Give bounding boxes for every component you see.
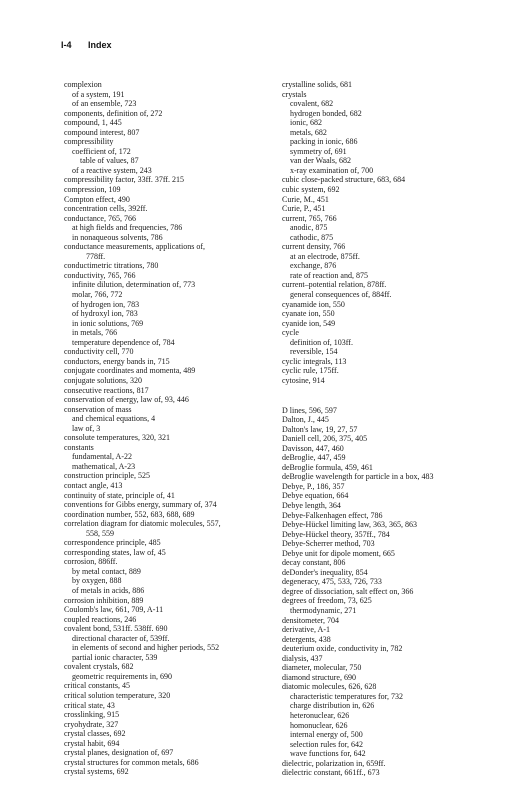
index-entry: cyclic integrals, 113 <box>282 356 347 366</box>
index-subentry: table of values, 87 <box>80 156 139 166</box>
index-subentry: internal energy of, 500 <box>290 730 363 740</box>
index-entry: conjugate solutions, 320 <box>64 375 142 385</box>
index-entry: Debye-Scherrer method, 703 <box>282 539 375 549</box>
index-entry: Coulomb's law, 661, 709, A-11 <box>64 605 164 615</box>
index-subentry: x-ray examination of, 700 <box>290 165 374 175</box>
index-entry: crystal structures for common metals, 686 <box>64 757 199 767</box>
index-entry: Debye-Hückel theory, 357ff., 784 <box>282 529 390 539</box>
index-entry: conductivity, 765, 766 <box>64 270 136 280</box>
index-entry: crystal planes, designation of, 697 <box>64 748 174 758</box>
index-entry: cytosine, 914 <box>282 375 325 385</box>
index-entry: Debye unit for dipole moment, 665 <box>282 548 395 558</box>
index-subentry: fundamental, A-22 <box>72 452 132 462</box>
index-entry: critical state, 43 <box>64 700 115 710</box>
index-subentry: selection rules for, 642 <box>290 739 363 749</box>
index-entry: consecutive reactions, 817 <box>64 385 149 395</box>
index-subentry: of an ensemble, 723 <box>72 99 137 109</box>
index-entry: dielectric constant, 661ff., 673 <box>282 768 380 778</box>
index-entry: contact angle, 413 <box>64 480 123 490</box>
index-entry: covalent bond, 531ff. 538ff. 690 <box>64 624 168 634</box>
page-number: I-4 <box>61 40 72 50</box>
index-entry: compression, 109 <box>64 185 121 195</box>
index-subentry: and chemical equations, 4 <box>72 414 156 424</box>
index-entry: dialysis, 437 <box>282 653 323 663</box>
index-entry: deBroglie wavelength for particle in a box, 483 <box>282 472 434 482</box>
index-entry: compound, 1, 445 <box>64 118 122 128</box>
index-entry: conductance measurements, applications of, <box>64 242 206 252</box>
page-title: Index <box>88 40 112 50</box>
index-entry: conservation of energy, law of, 93, 446 <box>64 395 189 405</box>
index-entry: constants <box>64 442 94 452</box>
index-entry: Curie, M., 451 <box>282 194 329 204</box>
index-entry: cyanide ion, 549 <box>282 318 336 328</box>
index-entry: conductivity cell, 770 <box>64 347 134 357</box>
index-entry: degeneracy, 475, 533, 726, 733 <box>282 577 382 587</box>
index-entry: cyanamide ion, 550 <box>282 299 345 309</box>
index-subentry: ionic, 682 <box>290 118 322 128</box>
index-subentry: of metals in acids, 886 <box>72 585 145 595</box>
index-entry: Debye equation, 664 <box>282 491 349 501</box>
index-entry: critical constants, 45 <box>64 681 130 691</box>
index-subentry: by oxygen, 888 <box>72 576 122 586</box>
index-entry: Debye-Hückel limiting law, 363, 365, 863 <box>282 520 418 530</box>
index-subentry: mathematical, A-23 <box>72 461 136 471</box>
index-entry: conductance, 765, 766 <box>64 213 136 223</box>
index-subentry: coefficient of, 172 <box>72 146 131 156</box>
index-entry: current density, 766 <box>282 242 346 252</box>
index-subentry: geometric requirements in, 690 <box>72 671 172 681</box>
index-subentry: anodic, 875 <box>290 223 328 233</box>
index-entry: Dalton's law, 19, 27, 57 <box>282 424 358 434</box>
index-entry: densitometer, 704 <box>282 615 339 625</box>
index-entry: deBroglie formula, 459, 461 <box>282 462 373 472</box>
index-subentry: wave functions for, 642 <box>290 749 366 759</box>
index-subentry: symmetry of, 691 <box>290 146 347 156</box>
index-subentry: by metal contact, 889 <box>72 566 141 576</box>
index-section-c <box>282 80 514 386</box>
index-subentry: law of, 3 <box>72 423 101 433</box>
index-entry: current, 765, 766 <box>282 213 337 223</box>
index-subentry: molar, 766, 772 <box>72 290 123 300</box>
index-entry: corrosion inhibition, 889 <box>64 595 144 605</box>
index-entry: correlation diagram for diatomic molecules, 557, <box>64 519 221 529</box>
index-entry: crosslinking, 915 <box>64 710 120 720</box>
index-entry: corresponding states, law of, 45 <box>64 547 166 557</box>
index-subentry: covalent, 682 <box>290 99 334 109</box>
index-entry: diameter, molecular, 750 <box>282 663 362 673</box>
index-entry: crystalline solids, 681 <box>282 80 352 89</box>
index-subentry: exchange, 876 <box>290 261 337 271</box>
index-subentry: 558, 559 <box>86 528 114 538</box>
index-subentry: directional character of, 539ff. <box>72 633 170 643</box>
index-subentry: in nonaqueous solvents, 786 <box>72 232 163 242</box>
index-entry: conservation of mass <box>64 404 132 414</box>
index-entry: covalent crystals, 682 <box>64 662 134 672</box>
index-entry: crystal classes, 692 <box>64 729 126 739</box>
index-entry: compound interest, 807 <box>64 127 140 137</box>
index-entry: crystal habit, 694 <box>64 738 120 748</box>
index-entry: crystals <box>282 89 307 99</box>
index-entry: cyclic rule, 175ff. <box>282 366 339 376</box>
index-entry: corrosion, 886ff. <box>64 557 118 567</box>
index-entry: diatomic molecules, 626, 628 <box>282 682 377 692</box>
index-entry: concentration cells, 392ff. <box>64 204 148 214</box>
index-entry: Dalton, J., 445 <box>282 415 329 425</box>
index-entry: conventions for Gibbs energy, summary of, 374 <box>64 500 217 510</box>
index-entry: degree of dissociation, salt effect on, 366 <box>282 586 414 596</box>
index-entry: consolute temperatures, 320, 321 <box>64 433 170 443</box>
index-entry: D lines, 596, 597 <box>282 405 337 415</box>
index-subentry: of a reactive system, 243 <box>72 165 152 175</box>
index-entry: compressibility <box>64 137 114 147</box>
index-entry: critical solution temperature, 320 <box>64 691 171 700</box>
index-entry: Davisson, 447, 460 <box>282 443 344 453</box>
index-entry: cycle <box>282 328 299 338</box>
index-entry: degrees of freedom, 73, 625 <box>282 596 372 606</box>
index-entry: deuterium oxide, conductivity in, 782 <box>282 644 403 654</box>
index-entry: coordination number, 552, 683, 688, 689 <box>64 509 195 519</box>
index-entry: Daniell cell, 206, 375, 405 <box>282 434 368 444</box>
index-subentry: at high fields and frequencies, 786 <box>72 223 183 233</box>
index-entry: derivative, A-1 <box>282 625 330 635</box>
index-entry: cryohydrate, 327 <box>64 719 119 729</box>
index-entry: current–potential relation, 878ff. <box>282 280 387 290</box>
index-section-d <box>282 406 514 778</box>
index-subentry: in elements of second and higher periods, 552 <box>72 643 220 653</box>
index-subentry: of hydroxyl ion, 783 <box>72 309 138 319</box>
index-entry: cubic system, 692 <box>282 185 340 195</box>
index-entry: Debye length, 364 <box>282 500 341 510</box>
index-subentry: of a system, 191 <box>72 89 125 99</box>
index-entry: diamond structure, 690 <box>282 672 356 682</box>
index-subentry: temperature dependence of, 784 <box>72 337 175 347</box>
index-subentry: hydrogen bonded, 682 <box>290 108 362 118</box>
index-entry: Curie, P., 451 <box>282 204 326 214</box>
index-subentry: thermodynamic, 271 <box>290 605 357 615</box>
index-column-left <box>64 80 274 777</box>
index-entry: deBroglie, 447, 459 <box>282 453 346 463</box>
index-entry: correspondence principle, 485 <box>64 538 161 548</box>
index-subentry: general consequences of, 884ff. <box>290 290 392 300</box>
index-subentry: partial ionic character, 539 <box>72 652 158 662</box>
index-subentry: in ionic solutions, 769 <box>72 318 144 328</box>
index-column-right <box>282 80 514 778</box>
index-entry: dielectric, polarization in, 659ff. <box>282 758 386 768</box>
index-subentry: 778ff. <box>86 251 106 261</box>
index-entry: continuity of state, principle of, 41 <box>64 490 175 500</box>
index-entry: detergents, 438 <box>282 634 331 644</box>
index-entry: conjugate coordinates and momenta, 489 <box>64 366 196 376</box>
index-entry: complexion <box>64 80 102 89</box>
index-subentry: rate of reaction and, 875 <box>290 270 368 280</box>
index-entry: compressibility factor, 33ff. 37ff. 215 <box>64 175 185 185</box>
index-entry: cyanate ion, 550 <box>282 309 335 319</box>
index-subentry: reversible, 154 <box>290 347 338 357</box>
index-entry: conductors, energy bands in, 715 <box>64 356 170 366</box>
index-entry: conductimetric titrations, 780 <box>64 261 159 271</box>
index-entry: Compton effect, 490 <box>64 194 130 204</box>
index-entry: Debye, P., 186, 357 <box>282 481 345 491</box>
section-gap <box>282 386 514 406</box>
index-subentry: at an electrode, 875ff. <box>290 251 360 261</box>
index-subentry: definition of, 103ff. <box>290 337 353 347</box>
index-subentry: cathodic, 875 <box>290 232 334 242</box>
index-entry: crystal systems, 692 <box>64 767 129 777</box>
index-subentry: packing in ionic, 686 <box>290 137 358 147</box>
index-subentry: characteristic temperatures for, 732 <box>290 691 403 701</box>
index-entry: construction principle, 525 <box>64 471 150 481</box>
index-entry: coupled reactions, 246 <box>64 614 137 624</box>
index-entry: cubic close-packed structure, 683, 684 <box>282 175 406 185</box>
index-subentry: charge distribution in, 626 <box>290 701 375 711</box>
index-entry: components, definition of, 272 <box>64 108 163 118</box>
index-subentry: metals, 682 <box>290 127 327 137</box>
index-subentry: van der Waals, 682 <box>290 156 351 166</box>
index-subentry: in metals, 766 <box>72 328 118 338</box>
index-subentry: of hydrogen ion, 783 <box>72 299 140 309</box>
index-subentry: homonuclear, 626 <box>290 720 348 730</box>
index-entry: decay constant, 806 <box>282 558 346 568</box>
page-header <box>61 40 112 50</box>
index-subentry: infinite dilution, determination of, 773 <box>72 280 196 290</box>
index-entry: Debye-Falkenhagen effect, 786 <box>282 510 383 520</box>
index-subentry: heteronuclear, 626 <box>290 711 350 720</box>
index-entry: deDonder's inequality, 854 <box>282 567 368 577</box>
